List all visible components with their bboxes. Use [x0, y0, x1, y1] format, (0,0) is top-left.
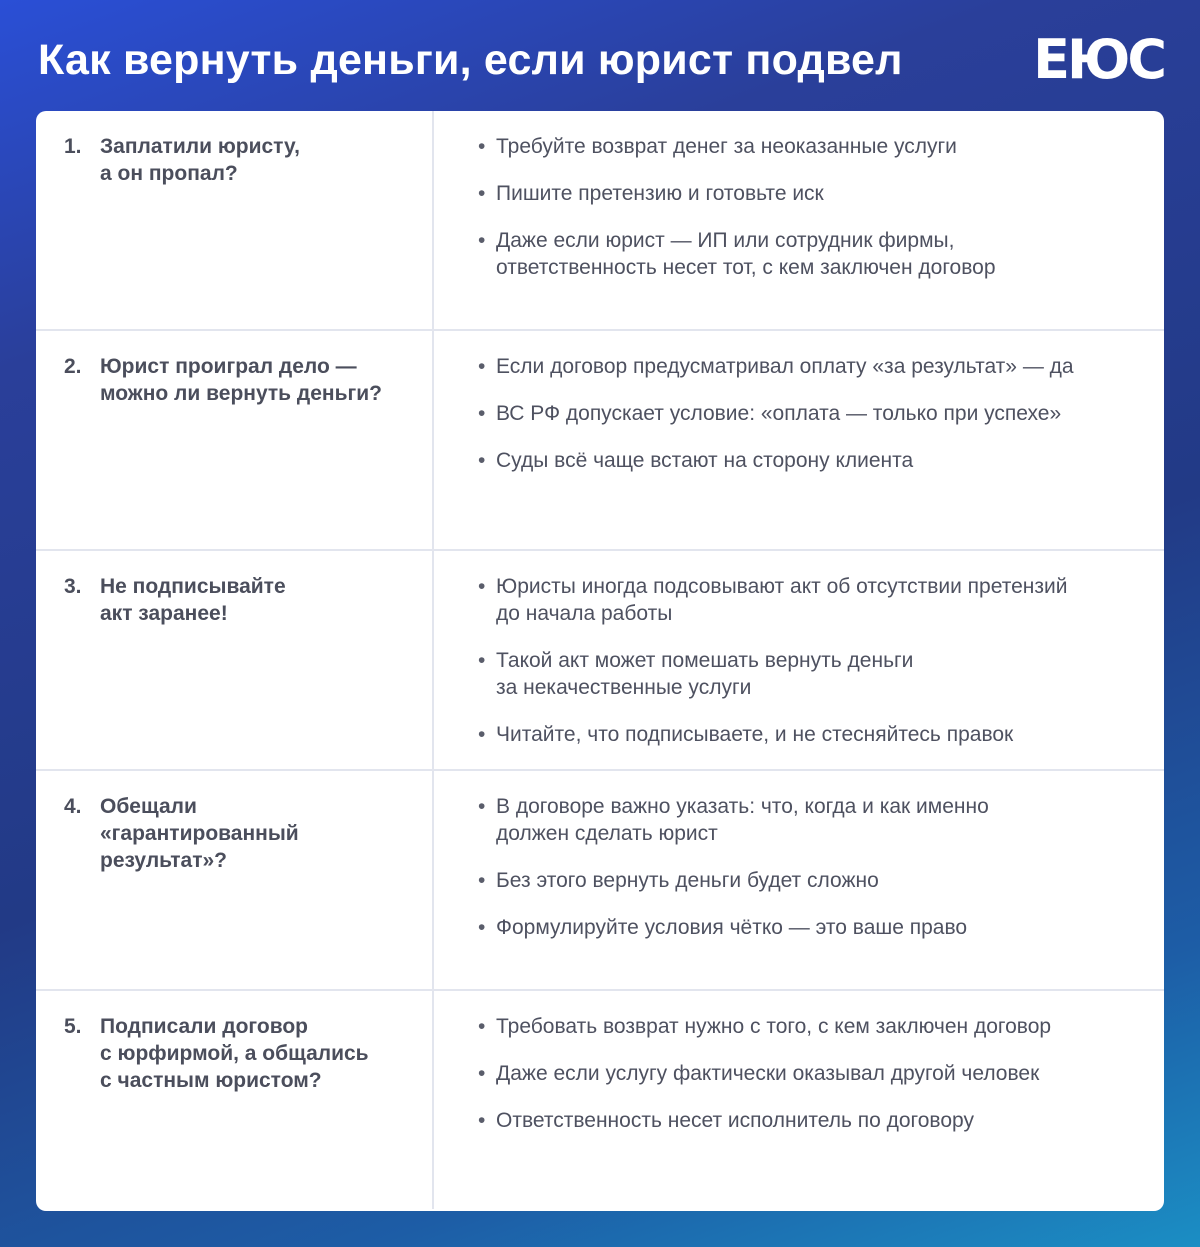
header	[38, 30, 1164, 90]
question-cell	[36, 771, 434, 989]
bullet-text: Без этого вернуть деньги будет сложно	[496, 869, 879, 892]
bullet-text: Пишите претензию и готовьте иск	[496, 182, 824, 205]
bullet-icon: •	[478, 182, 486, 205]
answer-cell	[434, 331, 1164, 549]
question-text: Заплатили юристу, а он пропал?	[100, 135, 300, 185]
bullet-text: ВС РФ допускает условие: «оплата — только при успехе»	[496, 402, 1062, 425]
question-cell	[36, 991, 434, 1209]
question-text: Подписали договор с юрфирмой, а общались с частным юристом?	[100, 1015, 369, 1092]
answer-cell	[434, 991, 1164, 1209]
bullet-icon: •	[478, 355, 486, 378]
bullet-icon: •	[478, 1062, 486, 1085]
list-item	[478, 133, 1134, 160]
answer-cell	[434, 771, 1164, 989]
bullet-text: Юристы иногда подсовывают акт об отсутствии претензий до начала работы	[496, 575, 1068, 625]
bullet-text: Формулируйте условия чётко — это ваше право	[496, 916, 968, 939]
list-item	[478, 867, 1134, 894]
question-text: Не подписывайте акт заранее!	[100, 575, 286, 625]
table-row	[36, 771, 1164, 991]
list-item	[478, 1060, 1134, 1087]
list-item	[478, 227, 1134, 281]
question-cell	[36, 111, 434, 329]
answer-cell	[434, 551, 1164, 769]
question-text: Обещали «гарантированный результат»?	[100, 795, 299, 872]
list-item	[478, 647, 1134, 701]
list-item	[478, 447, 1134, 474]
list-item	[478, 180, 1134, 207]
bullet-icon: •	[478, 402, 486, 425]
bullet-icon: •	[478, 135, 486, 158]
bullet-icon: •	[478, 723, 486, 746]
table-row	[36, 331, 1164, 551]
list-item	[478, 914, 1134, 941]
list-item	[478, 1107, 1134, 1134]
question-number: 1.	[64, 135, 82, 158]
question-text: Юрист проиграл дело — можно ли вернуть деньги?	[100, 355, 383, 405]
bullet-text: Суды всё чаще встают на сторону клиента	[496, 449, 914, 472]
list-item	[478, 721, 1134, 748]
question-cell	[36, 331, 434, 549]
bullet-icon: •	[478, 229, 486, 252]
logo-text: ЕЮС	[1033, 28, 1164, 91]
question-number: 2.	[64, 355, 82, 378]
list-item	[478, 573, 1134, 627]
list-item	[478, 793, 1134, 847]
bullet-icon: •	[478, 1109, 486, 1132]
bullet-text: Даже если юрист — ИП или сотрудник фирмы, ответственность несет тот, с кем заключен договор	[496, 229, 996, 279]
bullet-icon: •	[478, 869, 486, 892]
bullet-icon: •	[478, 649, 486, 672]
bullet-text: Ответственность несет исполнитель по договору	[496, 1109, 974, 1132]
list-item	[478, 353, 1134, 380]
bullet-text: Даже если услугу фактически оказывал другой человек	[496, 1062, 1040, 1085]
bullet-text: Требовать возврат нужно с того, с кем заключен договор	[496, 1015, 1052, 1038]
question-number: 4.	[64, 795, 82, 818]
bullet-text: Такой акт может помешать вернуть деньги за некачественные услуги	[496, 649, 914, 699]
logo	[1033, 28, 1164, 91]
list-item	[478, 400, 1134, 427]
bullet-text: Требуйте возврат денег за неоказанные услуги	[496, 135, 957, 158]
table-row	[36, 551, 1164, 771]
bullet-text: Читайте, что подписываете, и не стесняйтесь правок	[496, 723, 1014, 746]
question-cell	[36, 551, 434, 769]
table-row	[36, 111, 1164, 331]
list-item	[478, 1013, 1134, 1040]
question-number: 5.	[64, 1015, 82, 1038]
bullet-icon: •	[478, 1015, 486, 1038]
bullet-icon: •	[478, 916, 486, 939]
bullet-text: В договоре важно указать: что, когда и как именно должен сделать юрист	[496, 795, 989, 845]
bullet-text: Если договор предусматривал оплату «за результат» — да	[496, 355, 1074, 378]
question-number: 3.	[64, 575, 82, 598]
answer-cell	[434, 111, 1164, 329]
table-row	[36, 991, 1164, 1209]
page-title: Как вернуть деньги, если юрист подвел	[38, 35, 903, 84]
qa-table	[36, 111, 1164, 1211]
bullet-icon: •	[478, 795, 486, 818]
bullet-icon: •	[478, 575, 486, 598]
bullet-icon: •	[478, 449, 486, 472]
